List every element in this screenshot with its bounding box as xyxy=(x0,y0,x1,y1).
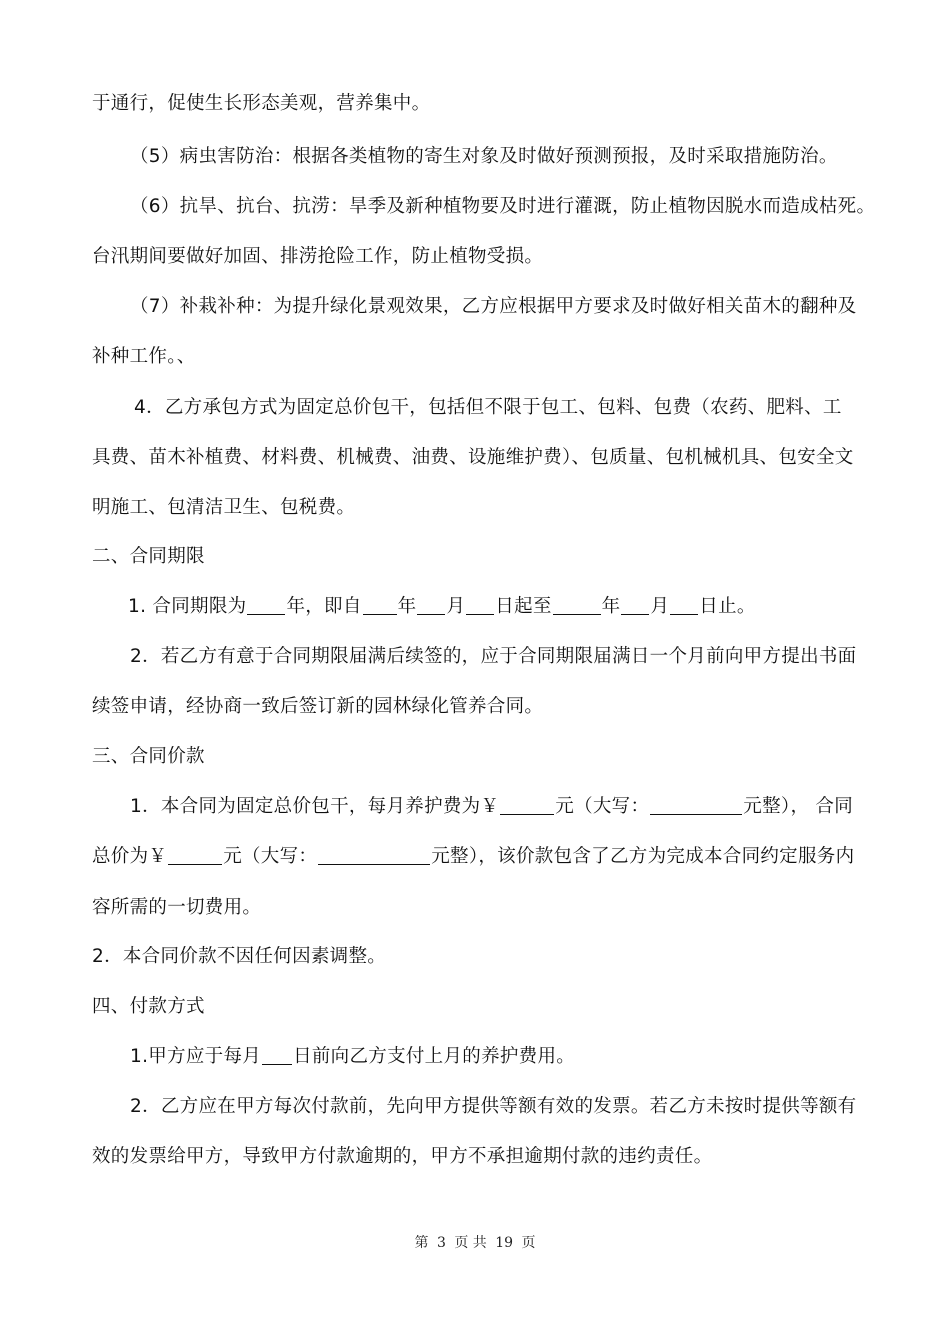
text-line: （5）病虫害防治：根据各类植物的寄生对象及时做好预测预报，及时采取措施防治。 xyxy=(130,146,838,167)
page-footer xyxy=(0,1232,950,1252)
text-line: 效的发票给甲方，导致甲方付款逾期的，甲方不承担逾期付款的违约责任。 xyxy=(92,1146,713,1167)
term-text: 年 xyxy=(601,596,621,617)
payment-text: 日前向乙方支付上月的养护费用。 xyxy=(293,1046,576,1067)
text-line: 2．乙方应在甲方每次付款前，先向甲方提供等额有效的发票。若乙方未按时提供等额有 xyxy=(130,1096,857,1117)
price-text: 元整），该价款包含了乙方为完成本合同约定服务内 xyxy=(431,846,855,867)
start-month-blank[interactable] xyxy=(417,596,445,615)
term-text: 月 xyxy=(446,596,466,617)
footer-mid: 页 共 xyxy=(454,1235,487,1251)
term-text: 日起至 xyxy=(495,596,552,617)
end-day-blank[interactable] xyxy=(670,596,698,615)
monthly-fee-blank[interactable] xyxy=(500,796,554,815)
start-day-blank[interactable] xyxy=(466,596,494,615)
price-line xyxy=(130,795,853,819)
footer-suffix: 页 xyxy=(521,1235,536,1251)
section-heading: 三、合同价款 xyxy=(92,746,205,767)
text-line: 具费、苗木补植费、材料费、机械费、油费、设施维护费）、包质量、包机械机具、包安全文 xyxy=(92,447,854,468)
text-line: 补种工作。、 xyxy=(92,346,196,367)
section-heading: 二、合同期限 xyxy=(92,546,205,567)
text-line: （7）补栽补种：为提升绿化景观效果，乙方应根据甲方要求及时做好相关苗木的翻种及 xyxy=(130,296,857,317)
start-year-blank[interactable] xyxy=(363,596,397,615)
term-text: 年，即自 xyxy=(286,596,362,617)
text-line: 续签申请，经协商一致后签订新的园林绿化管养合同。 xyxy=(92,696,544,717)
price-text: 1．本合同为固定总价包干，每月养护费为￥ xyxy=(130,796,500,817)
text-line: （6）抗旱、抗台、抗涝：旱季及新种植物要及时进行灌溉，防止植物因脱水而造成枯死。 xyxy=(130,196,876,217)
term-text: 日止。 xyxy=(699,596,756,617)
term-text: 年 xyxy=(397,596,417,617)
price-text: 元（大写： xyxy=(223,846,318,867)
page-number: 3 xyxy=(436,1235,446,1251)
price-text: 元（大写： xyxy=(555,796,650,817)
price-line xyxy=(92,845,854,869)
text-line: 于通行，促使生长形态美观，营养集中。 xyxy=(92,93,431,114)
text-line: 4．乙方承包方式为固定总价包干，包括但不限于包工、包料、包费（农药、肥料、工 xyxy=(134,397,842,418)
text-line: 2．若乙方有意于合同期限届满后续签的，应于合同期限届满日一个月前向甲方提出书面 xyxy=(130,646,857,667)
term-text: 1. 合同期限为 xyxy=(128,596,247,617)
footer-prefix: 第 xyxy=(414,1235,429,1251)
years-blank[interactable] xyxy=(247,596,285,615)
text-line: 2．本合同价款不因任何因素调整。 xyxy=(92,946,387,967)
total-price-uppercase-blank[interactable] xyxy=(318,846,430,865)
payment-text: 1.甲方应于每月 xyxy=(130,1046,262,1067)
price-text: 总价为￥ xyxy=(92,846,168,867)
section-heading: 四、付款方式 xyxy=(92,996,205,1017)
text-line: 台汛期间要做好加固、排涝抢险工作，防止植物受损。 xyxy=(92,246,544,267)
monthly-fee-uppercase-blank[interactable] xyxy=(650,796,742,815)
total-pages: 19 xyxy=(495,1235,514,1251)
end-month-blank[interactable] xyxy=(621,596,649,615)
term-text: 月 xyxy=(650,596,670,617)
term-line xyxy=(128,595,756,619)
text-line: 明施工、包清洁卫生、包税费。 xyxy=(92,497,356,518)
text-line: 容所需的一切费用。 xyxy=(92,897,262,918)
payment-line xyxy=(130,1045,575,1069)
price-text: 元整）， 合同 xyxy=(743,796,854,817)
end-year-blank[interactable] xyxy=(553,596,601,615)
payment-day-blank[interactable] xyxy=(262,1046,292,1065)
total-price-blank[interactable] xyxy=(168,846,222,865)
